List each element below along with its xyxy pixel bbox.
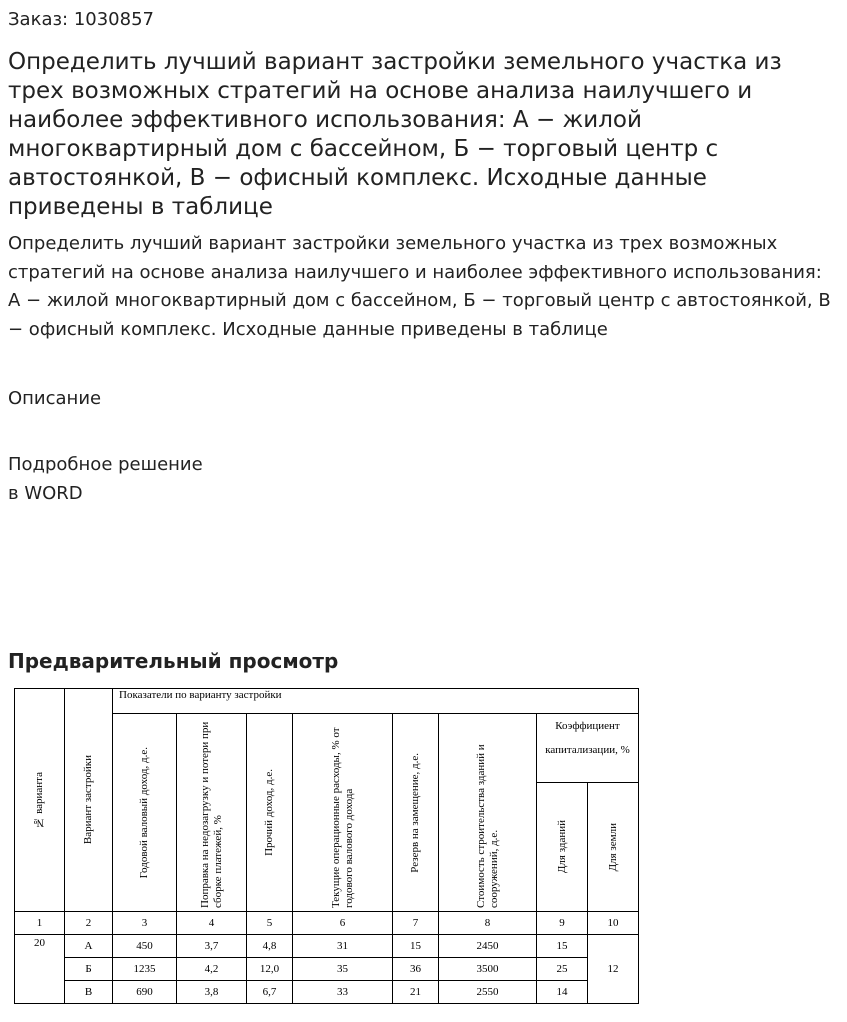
cell-other: 12,0 xyxy=(247,958,293,981)
order-number: Заказ: 1030857 xyxy=(8,9,154,30)
header-vacancy: Поправка на недозагрузку и потери при сборке платежей, % xyxy=(177,714,247,912)
col-number: 1 xyxy=(15,912,65,935)
header-operating: Текущие операционные расходы, % от годового валового дохода xyxy=(293,714,393,912)
header-variant-no: № варианта xyxy=(15,689,65,912)
col-number: 4 xyxy=(177,912,247,935)
header-land: Для земли xyxy=(588,783,639,912)
col-number: 8 xyxy=(439,912,537,935)
header-construction: Стоимость строительства зданий и сооружений, д.е. xyxy=(439,714,537,912)
cell-operating: 35 xyxy=(293,958,393,981)
col-number: 2 xyxy=(65,912,113,935)
column-number-row xyxy=(15,912,639,935)
cell-construction: 2450 xyxy=(439,935,537,958)
header-group: Показатели по варианту застройки xyxy=(113,689,639,714)
table-row xyxy=(15,958,639,981)
variant-number-cell: 20 xyxy=(15,935,65,1004)
cell-gross: 1235 xyxy=(113,958,177,981)
header-variant: Вариант застройки xyxy=(65,689,113,912)
cell-vacancy: 3,8 xyxy=(177,981,247,1004)
header-reserve: Резерв на замещение, д.е. xyxy=(393,714,439,912)
header-cap-rate: Коэффициент капитализации, % xyxy=(537,714,639,783)
cell-variant: А xyxy=(65,935,113,958)
col-number: 5 xyxy=(247,912,293,935)
cell-reserve: 21 xyxy=(393,981,439,1004)
cell-gross: 690 xyxy=(113,981,177,1004)
table-row xyxy=(15,981,639,1004)
preview-heading: Предварительный просмотр xyxy=(8,649,339,673)
header-gross-income: Годовой валовый доход, д.е. xyxy=(113,714,177,912)
cell-variant: Б xyxy=(65,958,113,981)
cell-operating: 33 xyxy=(293,981,393,1004)
cell-other: 4,8 xyxy=(247,935,293,958)
cell-variant: В xyxy=(65,981,113,1004)
col-number: 6 xyxy=(293,912,393,935)
cell-gross: 450 xyxy=(113,935,177,958)
col-number: 9 xyxy=(537,912,588,935)
preview-table-container xyxy=(14,688,639,1004)
cell-construction: 3500 xyxy=(439,958,537,981)
page-title: Определить лучший вариант застройки земельного участка из трех возможных стратегий на основе анализа наилучшего и наиболее эффективного использования: А − жилой многоквартирный дом с бассейном, Б − торговый центр с автостоянкой, В − офисный комплекс. Исходные данные приведены в таблице xyxy=(8,49,782,220)
cell-vacancy: 3,7 xyxy=(177,935,247,958)
col-number: 7 xyxy=(393,912,439,935)
description-text: Определить лучший вариант застройки земельного участка из трех возможных стратегий на основе анализа наилучшего и наиболее эффективного использования: А − жилой многоквартирный дом с бассейном, Б − торговый центр с автостоянкой, В − офисный комплекс. Исходные данные приведены в таблице xyxy=(8,233,831,340)
detailed-solution-note xyxy=(8,450,203,508)
col-number: 10 xyxy=(588,912,639,935)
cell-buildings: 15 xyxy=(537,935,588,958)
cell-buildings: 14 xyxy=(537,981,588,1004)
detail-line-1: Подробное решение xyxy=(8,454,203,475)
cell-reserve: 15 xyxy=(393,935,439,958)
cell-land: 12 xyxy=(588,935,639,1004)
cell-vacancy: 4,2 xyxy=(177,958,247,981)
cell-operating: 31 xyxy=(293,935,393,958)
description-label: Описание xyxy=(8,388,102,409)
col-number: 3 xyxy=(113,912,177,935)
detail-line-2: в WORD xyxy=(8,483,83,504)
cell-other: 6,7 xyxy=(247,981,293,1004)
table-row xyxy=(15,935,639,958)
data-table xyxy=(14,688,639,1004)
cell-buildings: 25 xyxy=(537,958,588,981)
header-buildings: Для зданий xyxy=(537,783,588,912)
cell-reserve: 36 xyxy=(393,958,439,981)
header-other-income: Прочий доход, д.е. xyxy=(247,714,293,912)
cell-construction: 2550 xyxy=(439,981,537,1004)
